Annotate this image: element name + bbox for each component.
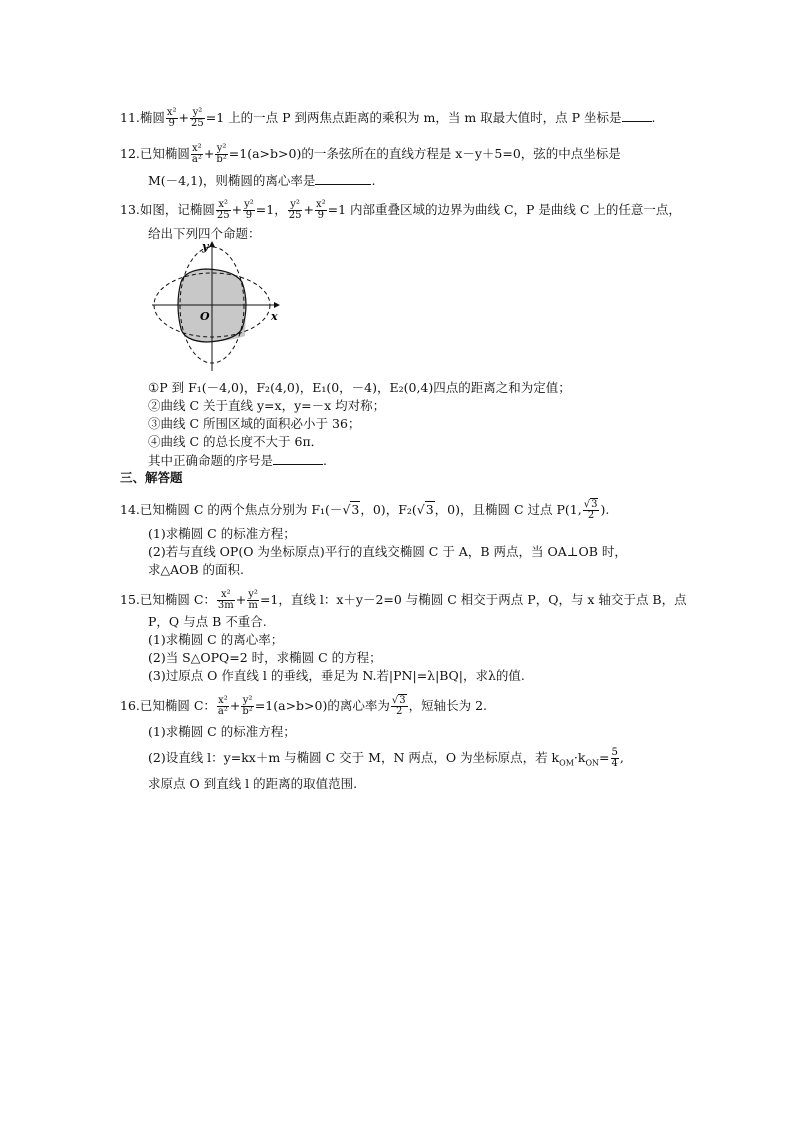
question-15-part1: (1)求椭圆 C 的离心率； [148,632,284,647]
y-axis-arrow [209,241,215,247]
question-11: 11.椭圆 $\frac{\text{x²}}{9}$ + $\frac{\text{y²}}{25}$ =1 上的一点 P 到两焦点距离的乘积为 m，当 m 取最大值时，点 P 坐标是 . [120,107,656,129]
fraction: $\frac{\text{y²}}{m}$ [248,589,258,611]
sqrt: √3 [416,502,434,517]
fraction: $\frac{\text{x²}}{\text{a²}}$ [191,143,202,165]
question-15-line2: P，Q 与点 B 不重合. [148,614,267,629]
proposition-3: ③曲线 C 所围区域的面积必小于 36； [148,416,361,431]
answer-blank [273,452,323,465]
question-12: 12.已知椭圆 $\frac{\text{x²}}{\text{a²}}$ + $\frac{\text{y²}}{\text{b²}}$ =1(a>b>0)的一条弦所在的直线方程是 x－y＋5=0，弦的中点坐标是 [120,143,621,165]
question-16-part2-cont: 求原点 O 到直线 l 的距离的取值范围. [148,776,358,791]
origin-label: O [200,310,210,323]
question-15: 15.已知椭圆 C： $\frac{\text{x²}}{3m}$ + $\frac{\text{y²}}{m}$ =1，直线 l：x＋y－2=0 与椭圆 C 相交于两点 P，Q，与 x 轴交于点 B，点 [120,589,687,611]
question-13: 13.如图，记椭圆 $\frac{\text{x²}}{25}$ + $\frac{\text{y²}}{9}$ =1， $\frac{\text{y²}}{25}$ + $\frac{\text{x²}}{9}$ =1 内部重叠区域的边界为曲线 C，P 是曲线 C 上的任意一点， [120,199,681,221]
fraction: $\frac{\text{y²}}{25}$ [288,199,302,221]
question-16-part1: (1)求椭圆 C 的标准方程； [148,724,296,739]
fraction: $\frac{\text{y²}}{\text{b²}}$ [242,695,253,717]
answer-blank [622,109,652,122]
ellipse-overlap-figure [150,238,285,373]
fraction: $\frac{\text{x²}}{25}$ [216,199,230,221]
question-14-part1: (1)求椭圆 C 的标准方程； [148,526,296,541]
x-axis-arrow [274,302,280,308]
question-15-part2: (2)当 S△OPQ=2 时，求椭圆 C 的方程； [148,650,382,665]
question-13-line2: 给出下列四个命题： [148,226,261,241]
question-12-line2: M(－4,1)，则椭圆的离心率是 . [148,173,376,188]
proposition-4: ④曲线 C 的总长度不大于 6π． [148,434,324,449]
question-16-part2: (2)设直线 l：y=kx＋m 与椭圆 C 交于 M，N 两点，O 为坐标原点，若 $k_{OM}\cdot k_{ON}=$ $\frac{5}{4}$ , [148,747,624,769]
fraction: $\frac{√3}{2}$ [583,499,598,521]
proposition-2: ②曲线 C 关于直线 y=x，y=－x 均对称； [148,398,386,413]
question-14-part2: (2)若与直线 OP(O 为坐标原点)平行的直线交椭圆 C 于 A，B 两点，当 OA⊥OB 时， [148,544,627,559]
fraction: $\frac{\text{y²}}{\text{b²}}$ [216,143,227,165]
fraction: $\frac{5}{4}$ [611,747,618,769]
fraction: $\frac{\text{x²}}{9}$ [166,107,177,129]
proposition-1: ①P 到 F₁(－4,0)，F₂(4,0)，E₁(0，－4)，E₂(0,4)四点的距离之和为定值； [148,380,571,395]
fraction: $\frac{\text{x²}}{3m}$ [217,589,234,611]
question-16: 16.已知椭圆 C： $\frac{\text{x²}}{\text{a²}}$ + $\frac{\text{y²}}{\text{b²}}$ =1(a>b>0)的离心率为 $\frac{√3}{2}$ ，短轴长为 2. [120,695,488,717]
question-14-part2-cont: 求△AOB 的面积. [148,562,245,577]
answer-blank [315,172,371,185]
fraction: $\frac{\text{y²}}{25}$ [191,107,204,129]
question-15-part3: (3)过原点 O 作直线 l 的垂线，垂足为 N.若|PN|=λ|BQ|，求λ的值. [148,668,525,683]
question-13-answer-line: 其中正确命题的序号是 . [148,453,327,468]
fraction: $\frac{\text{x²}}{\text{a²}}$ [217,695,228,717]
fraction: $\frac{\text{x²}}{9}$ [315,199,326,221]
y-axis-label: y [202,240,209,253]
fraction: $\frac{√3}{2}$ [391,695,406,717]
fraction: $\frac{\text{y²}}{9}$ [244,199,254,221]
question-14: 14.已知椭圆 C 的两个焦点分别为 F₁(－√3，0)，F₂(√3，0)，且椭圆 C 过点 P(1, $\frac{√3}{2}$ ). [120,499,610,521]
section-title: 三、解答题 [120,470,183,485]
x-axis-label: x [271,310,278,323]
sqrt: √3 [342,502,360,517]
